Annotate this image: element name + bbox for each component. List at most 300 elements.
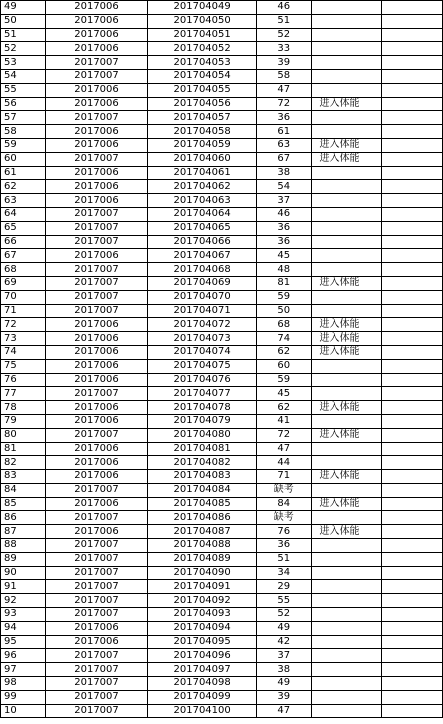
empty-cell xyxy=(381,111,442,125)
row-index-cell: 79 xyxy=(1,414,46,428)
class-code-cell: 2017007 xyxy=(45,566,147,580)
table-row xyxy=(1,621,443,635)
student-id-cell: 201704061 xyxy=(148,166,257,180)
class-code-cell: 2017006 xyxy=(45,42,147,56)
row-index-cell: 54 xyxy=(1,69,46,83)
score-cell: 59 xyxy=(257,290,312,304)
class-code-cell: 2017006 xyxy=(45,359,147,373)
class-code-cell: 2017007 xyxy=(45,304,147,318)
score-cell: 51 xyxy=(257,552,312,566)
empty-cell xyxy=(381,263,442,277)
student-id-cell: 201704085 xyxy=(148,497,257,511)
table-row xyxy=(1,442,443,456)
note-cell xyxy=(311,125,381,139)
row-index-cell: 70 xyxy=(1,290,46,304)
score-table-body xyxy=(1,1,443,718)
score-cell: 46 xyxy=(257,1,312,15)
empty-cell xyxy=(381,28,442,42)
note-cell: 进入体能 xyxy=(311,138,381,152)
empty-cell xyxy=(381,304,442,318)
table-row xyxy=(1,152,443,166)
class-code-cell: 2017006 xyxy=(45,249,147,263)
score-cell: 47 xyxy=(257,83,312,97)
student-id-cell: 201704055 xyxy=(148,83,257,97)
table-row xyxy=(1,125,443,139)
class-code-cell: 2017007 xyxy=(45,483,147,497)
note-cell xyxy=(311,704,381,718)
student-id-cell: 201704094 xyxy=(148,621,257,635)
row-index-cell: 85 xyxy=(1,497,46,511)
student-id-cell: 201704092 xyxy=(148,594,257,608)
row-index-cell: 64 xyxy=(1,207,46,221)
score-cell: 45 xyxy=(257,249,312,263)
class-code-cell: 2017006 xyxy=(45,373,147,387)
class-code-cell: 2017006 xyxy=(45,525,147,539)
empty-cell xyxy=(381,1,442,15)
student-id-cell: 201704056 xyxy=(148,97,257,111)
score-cell: 49 xyxy=(257,621,312,635)
student-id-cell: 201704082 xyxy=(148,456,257,470)
note-cell: 进入体能 xyxy=(311,332,381,346)
class-code-cell: 2017007 xyxy=(45,290,147,304)
empty-cell xyxy=(381,373,442,387)
class-code-cell: 2017007 xyxy=(45,511,147,525)
student-id-cell: 201704057 xyxy=(148,111,257,125)
student-id-cell: 201704069 xyxy=(148,276,257,290)
score-cell: 41 xyxy=(257,414,312,428)
table-row xyxy=(1,194,443,208)
student-id-cell: 201704050 xyxy=(148,14,257,28)
student-id-cell: 201704062 xyxy=(148,180,257,194)
score-cell: 62 xyxy=(257,345,312,359)
row-index-cell: 65 xyxy=(1,221,46,235)
row-index-cell: 72 xyxy=(1,318,46,332)
score-cell: 84 xyxy=(257,497,312,511)
note-cell xyxy=(311,249,381,263)
note-cell xyxy=(311,166,381,180)
student-id-cell: 201704079 xyxy=(148,414,257,428)
table-row xyxy=(1,83,443,97)
empty-cell xyxy=(381,359,442,373)
empty-cell xyxy=(381,276,442,290)
row-index-cell: 90 xyxy=(1,566,46,580)
note-cell xyxy=(311,83,381,97)
note-cell xyxy=(311,359,381,373)
row-index-cell: 56 xyxy=(1,97,46,111)
student-id-cell: 201704097 xyxy=(148,663,257,677)
score-cell: 81 xyxy=(257,276,312,290)
table-row xyxy=(1,345,443,359)
student-id-cell: 201704098 xyxy=(148,677,257,691)
student-id-cell: 201704090 xyxy=(148,566,257,580)
class-code-cell: 2017007 xyxy=(45,69,147,83)
row-index-cell: 66 xyxy=(1,235,46,249)
row-index-cell: 86 xyxy=(1,511,46,525)
note-cell xyxy=(311,56,381,70)
student-id-cell: 201704064 xyxy=(148,207,257,221)
score-cell: 55 xyxy=(257,594,312,608)
note-cell: 进入体能 xyxy=(311,428,381,442)
class-code-cell: 2017007 xyxy=(45,649,147,663)
class-code-cell: 2017007 xyxy=(45,608,147,622)
row-index-cell: 89 xyxy=(1,552,46,566)
student-id-cell: 201704058 xyxy=(148,125,257,139)
student-id-cell: 201704049 xyxy=(148,1,257,15)
row-index-cell: 91 xyxy=(1,580,46,594)
student-id-cell: 201704084 xyxy=(148,483,257,497)
score-cell: 36 xyxy=(257,111,312,125)
score-cell: 54 xyxy=(257,180,312,194)
note-cell: 进入体能 xyxy=(311,401,381,415)
class-code-cell: 2017007 xyxy=(45,263,147,277)
score-cell: 47 xyxy=(257,704,312,718)
empty-cell xyxy=(381,249,442,263)
table-row xyxy=(1,497,443,511)
score-cell: 60 xyxy=(257,359,312,373)
score-cell: 72 xyxy=(257,428,312,442)
row-index-cell: 74 xyxy=(1,345,46,359)
empty-cell xyxy=(381,428,442,442)
student-id-cell: 201704081 xyxy=(148,442,257,456)
table-row xyxy=(1,111,443,125)
note-cell: 进入体能 xyxy=(311,318,381,332)
row-index-cell: 98 xyxy=(1,677,46,691)
student-id-cell: 201704099 xyxy=(148,690,257,704)
empty-cell xyxy=(381,483,442,497)
score-cell: 44 xyxy=(257,456,312,470)
empty-cell xyxy=(381,56,442,70)
score-cell: 67 xyxy=(257,152,312,166)
class-code-cell: 2017006 xyxy=(45,318,147,332)
row-index-cell: 75 xyxy=(1,359,46,373)
note-cell: 进入体能 xyxy=(311,152,381,166)
class-code-cell: 2017006 xyxy=(45,621,147,635)
empty-cell xyxy=(381,194,442,208)
table-row xyxy=(1,387,443,401)
row-index-cell: 52 xyxy=(1,42,46,56)
row-index-cell: 51 xyxy=(1,28,46,42)
note-cell xyxy=(311,207,381,221)
table-row xyxy=(1,207,443,221)
class-code-cell: 2017007 xyxy=(45,428,147,442)
score-cell: 68 xyxy=(257,318,312,332)
class-code-cell: 2017006 xyxy=(45,470,147,484)
note-cell xyxy=(311,235,381,249)
class-code-cell: 2017007 xyxy=(45,663,147,677)
row-index-cell: 57 xyxy=(1,111,46,125)
empty-cell xyxy=(381,180,442,194)
note-cell xyxy=(311,28,381,42)
student-id-cell: 201704077 xyxy=(148,387,257,401)
score-cell: 33 xyxy=(257,42,312,56)
table-row xyxy=(1,483,443,497)
student-id-cell: 201704088 xyxy=(148,539,257,553)
student-id-cell: 201704052 xyxy=(148,42,257,56)
row-index-cell: 87 xyxy=(1,525,46,539)
student-id-cell: 201704071 xyxy=(148,304,257,318)
empty-cell xyxy=(381,594,442,608)
note-cell xyxy=(311,677,381,691)
row-index-cell: 73 xyxy=(1,332,46,346)
table-row xyxy=(1,373,443,387)
row-index-cell: 92 xyxy=(1,594,46,608)
table-row xyxy=(1,580,443,594)
table-row xyxy=(1,42,443,56)
score-cell: 42 xyxy=(257,635,312,649)
score-cell: 48 xyxy=(257,263,312,277)
class-code-cell: 2017006 xyxy=(45,14,147,28)
row-index-cell: 80 xyxy=(1,428,46,442)
empty-cell xyxy=(381,83,442,97)
score-cell: 59 xyxy=(257,373,312,387)
score-cell: 51 xyxy=(257,14,312,28)
empty-cell xyxy=(381,690,442,704)
class-code-cell: 2017006 xyxy=(45,125,147,139)
note-cell xyxy=(311,608,381,622)
class-code-cell: 2017006 xyxy=(45,1,147,15)
row-index-cell: 67 xyxy=(1,249,46,263)
empty-cell xyxy=(381,704,442,718)
row-index-cell: 50 xyxy=(1,14,46,28)
row-index-cell: 58 xyxy=(1,125,46,139)
table-row xyxy=(1,511,443,525)
note-cell xyxy=(311,221,381,235)
score-cell: 39 xyxy=(257,690,312,704)
score-cell: 37 xyxy=(257,194,312,208)
class-code-cell: 2017007 xyxy=(45,111,147,125)
class-code-cell: 2017007 xyxy=(45,387,147,401)
empty-cell xyxy=(381,97,442,111)
score-cell: 52 xyxy=(257,28,312,42)
class-code-cell: 2017006 xyxy=(45,97,147,111)
class-code-cell: 2017007 xyxy=(45,690,147,704)
student-id-cell: 201704072 xyxy=(148,318,257,332)
score-cell: 49 xyxy=(257,677,312,691)
note-cell xyxy=(311,387,381,401)
score-cell: 38 xyxy=(257,166,312,180)
student-id-cell: 201704063 xyxy=(148,194,257,208)
table-row xyxy=(1,290,443,304)
table-row xyxy=(1,690,443,704)
score-cell: 38 xyxy=(257,663,312,677)
student-id-cell: 201704075 xyxy=(148,359,257,373)
score-cell: 缺考 xyxy=(257,483,312,497)
note-cell xyxy=(311,649,381,663)
table-row xyxy=(1,428,443,442)
row-index-cell: 96 xyxy=(1,649,46,663)
class-code-cell: 2017007 xyxy=(45,276,147,290)
student-id-cell: 201704093 xyxy=(148,608,257,622)
table-row xyxy=(1,1,443,15)
table-row xyxy=(1,608,443,622)
empty-cell xyxy=(381,401,442,415)
note-cell xyxy=(311,194,381,208)
empty-cell xyxy=(381,525,442,539)
row-index-cell: 53 xyxy=(1,56,46,70)
score-cell: 76 xyxy=(257,525,312,539)
empty-cell xyxy=(381,414,442,428)
table-row xyxy=(1,359,443,373)
student-id-cell: 201704073 xyxy=(148,332,257,346)
table-row xyxy=(1,539,443,553)
student-id-cell: 201704060 xyxy=(148,152,257,166)
table-row xyxy=(1,304,443,318)
empty-cell xyxy=(381,621,442,635)
note-cell xyxy=(311,566,381,580)
class-code-cell: 2017006 xyxy=(45,497,147,511)
row-index-cell: 68 xyxy=(1,263,46,277)
table-row xyxy=(1,635,443,649)
note-cell xyxy=(311,539,381,553)
score-cell: 36 xyxy=(257,539,312,553)
row-index-cell: 94 xyxy=(1,621,46,635)
student-id-cell: 201704089 xyxy=(148,552,257,566)
table-row xyxy=(1,69,443,83)
student-id-cell: 201704083 xyxy=(148,470,257,484)
student-id-cell: 201704091 xyxy=(148,580,257,594)
student-id-cell: 201704095 xyxy=(148,635,257,649)
class-code-cell: 2017006 xyxy=(45,332,147,346)
class-code-cell: 2017007 xyxy=(45,552,147,566)
student-id-cell: 201704066 xyxy=(148,235,257,249)
empty-cell xyxy=(381,138,442,152)
empty-cell xyxy=(381,332,442,346)
score-cell: 36 xyxy=(257,221,312,235)
row-index-cell: 49 xyxy=(1,1,46,15)
note-cell xyxy=(311,580,381,594)
row-index-cell: 84 xyxy=(1,483,46,497)
student-id-cell: 201704053 xyxy=(148,56,257,70)
student-id-cell: 201704070 xyxy=(148,290,257,304)
empty-cell xyxy=(381,290,442,304)
table-row xyxy=(1,332,443,346)
class-code-cell: 2017006 xyxy=(45,401,147,415)
score-cell: 29 xyxy=(257,580,312,594)
student-id-cell: 201704080 xyxy=(148,428,257,442)
note-cell xyxy=(311,663,381,677)
table-row xyxy=(1,566,443,580)
note-cell: 进入体能 xyxy=(311,345,381,359)
table-row xyxy=(1,221,443,235)
note-cell xyxy=(311,621,381,635)
class-code-cell: 2017007 xyxy=(45,56,147,70)
score-cell: 74 xyxy=(257,332,312,346)
student-id-cell: 201704096 xyxy=(148,649,257,663)
note-cell xyxy=(311,111,381,125)
row-index-cell: 77 xyxy=(1,387,46,401)
empty-cell xyxy=(381,649,442,663)
class-code-cell: 2017006 xyxy=(45,138,147,152)
table-row xyxy=(1,414,443,428)
note-cell: 进入体能 xyxy=(311,525,381,539)
note-cell xyxy=(311,511,381,525)
score-cell: 52 xyxy=(257,608,312,622)
row-index-cell: 95 xyxy=(1,635,46,649)
class-code-cell: 2017007 xyxy=(45,704,147,718)
student-id-cell: 201704076 xyxy=(148,373,257,387)
empty-cell xyxy=(381,235,442,249)
score-cell: 72 xyxy=(257,97,312,111)
student-id-cell: 201704087 xyxy=(148,525,257,539)
score-cell: 37 xyxy=(257,649,312,663)
class-code-cell: 2017006 xyxy=(45,28,147,42)
empty-cell xyxy=(381,511,442,525)
score-cell: 34 xyxy=(257,566,312,580)
empty-cell xyxy=(381,539,442,553)
table-row xyxy=(1,276,443,290)
row-index-cell: 69 xyxy=(1,276,46,290)
note-cell xyxy=(311,442,381,456)
note-cell: 进入体能 xyxy=(311,497,381,511)
row-index-cell: 55 xyxy=(1,83,46,97)
row-index-cell: 83 xyxy=(1,470,46,484)
row-index-cell: 82 xyxy=(1,456,46,470)
table-row xyxy=(1,552,443,566)
row-index-cell: 63 xyxy=(1,194,46,208)
note-cell xyxy=(311,635,381,649)
table-row xyxy=(1,56,443,70)
class-code-cell: 2017007 xyxy=(45,235,147,249)
empty-cell xyxy=(381,635,442,649)
class-code-cell: 2017006 xyxy=(45,345,147,359)
row-index-cell: 78 xyxy=(1,401,46,415)
class-code-cell: 2017007 xyxy=(45,207,147,221)
empty-cell xyxy=(381,442,442,456)
class-code-cell: 2017006 xyxy=(45,414,147,428)
student-id-cell: 201704078 xyxy=(148,401,257,415)
note-cell xyxy=(311,552,381,566)
row-index-cell: 88 xyxy=(1,539,46,553)
student-id-cell: 201704065 xyxy=(148,221,257,235)
table-row xyxy=(1,594,443,608)
class-code-cell: 2017006 xyxy=(45,194,147,208)
empty-cell xyxy=(381,497,442,511)
student-id-cell: 201704067 xyxy=(148,249,257,263)
note-cell xyxy=(311,373,381,387)
class-code-cell: 2017007 xyxy=(45,539,147,553)
empty-cell xyxy=(381,318,442,332)
empty-cell xyxy=(381,552,442,566)
row-index-cell: 81 xyxy=(1,442,46,456)
student-id-cell: 201704054 xyxy=(148,69,257,83)
score-cell: 39 xyxy=(257,56,312,70)
score-cell: 缺考 xyxy=(257,511,312,525)
score-cell: 45 xyxy=(257,387,312,401)
table-row xyxy=(1,14,443,28)
note-cell: 进入体能 xyxy=(311,97,381,111)
row-index-cell: 97 xyxy=(1,663,46,677)
table-row xyxy=(1,649,443,663)
table-row xyxy=(1,456,443,470)
empty-cell xyxy=(381,166,442,180)
student-id-cell: 201704086 xyxy=(148,511,257,525)
row-index-cell: 99 xyxy=(1,690,46,704)
row-index-cell: 62 xyxy=(1,180,46,194)
empty-cell xyxy=(381,608,442,622)
empty-cell xyxy=(381,663,442,677)
class-code-cell: 2017006 xyxy=(45,180,147,194)
score-cell: 63 xyxy=(257,138,312,152)
table-row xyxy=(1,180,443,194)
empty-cell xyxy=(381,221,442,235)
empty-cell xyxy=(381,456,442,470)
empty-cell xyxy=(381,125,442,139)
note-cell xyxy=(311,690,381,704)
empty-cell xyxy=(381,345,442,359)
table-row xyxy=(1,166,443,180)
row-index-cell: 61 xyxy=(1,166,46,180)
table-row xyxy=(1,704,443,718)
